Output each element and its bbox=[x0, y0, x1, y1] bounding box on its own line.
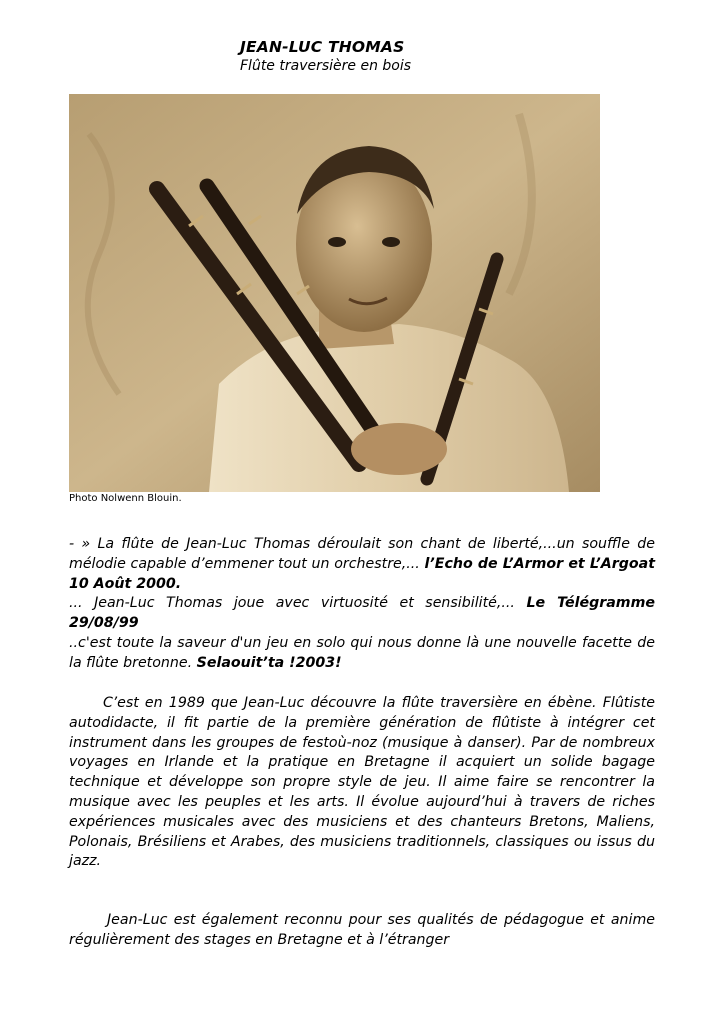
page-subtitle: Flûte traversière en bois bbox=[240, 58, 412, 74]
press-quote bbox=[69, 535, 655, 594]
quote-source: Selaouit’ta !2003! bbox=[196, 654, 342, 671]
press-quotes bbox=[69, 535, 655, 674]
teaching-paragraph bbox=[69, 911, 655, 951]
paragraph-text: C’est en 1989 que Jean-Luc découvre la flûte traversière en ébène. Flûtiste autodidacte, il fit partie de la première génération de flûtiste à intégrer cet instrument dans les groupes de festoù-noz (musique à danser). Par de nombreux voyages en Irlande et la pratique en Bretagne il acquiert un solide bagage technique et développe son propre style de jeu. Il aime faire se rencontrer la musique avec les peuples et les arts. Il évolue aujourd’hui à travers de riches expériences musicales avec des musiciens et des chanteurs Bretons, Maliens, Polonais, Brésiliens et Arabes, des musiciens traditionnels, classiques ou issus du jazz. bbox=[69, 695, 655, 870]
page-title: JEAN-LUC THOMAS bbox=[240, 38, 405, 56]
press-quote bbox=[69, 634, 655, 674]
quote-tail: . bbox=[175, 575, 182, 592]
quote-source: Le Télégramme 29/08/99 bbox=[69, 595, 655, 632]
portrait-photo bbox=[69, 94, 600, 492]
photo-caption: Photo Nolwenn Blouin. bbox=[69, 493, 182, 504]
quote-text: ... Jean-Luc Thomas joue avec virtuosité et sensibilité,... bbox=[69, 595, 527, 612]
paragraph-text: Jean-Luc est également reconnu pour ses qualités de pédagogue et anime régulièrement des stages en Bretagne et à l’étranger bbox=[69, 912, 655, 948]
quote-text: - » La flûte de Jean-Luc Thomas déroulait son chant de liberté,...un souffle de mélodie capable d’emmener tout un orchestre,... bbox=[69, 536, 655, 572]
header bbox=[240, 38, 411, 74]
quote-source: l’Echo de L’Armor et L’Argoat 10 Août 2000 bbox=[69, 555, 655, 592]
biography-paragraph bbox=[69, 694, 655, 872]
quote-text: ..c'est toute la saveur d'un jeu en solo qui nous donne là une nouvelle facette de la flûte bretonne. bbox=[69, 634, 655, 671]
press-quote bbox=[69, 594, 655, 634]
